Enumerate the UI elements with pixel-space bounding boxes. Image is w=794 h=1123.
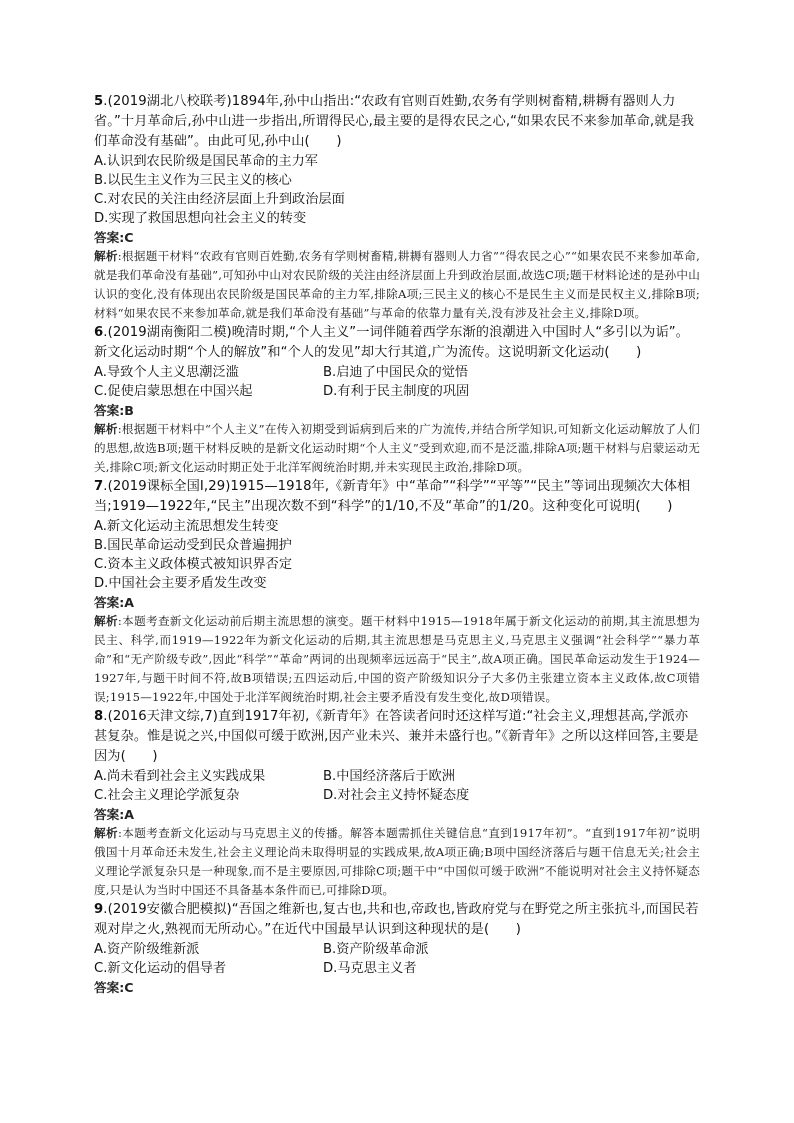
answer: 答案:A [94,595,134,610]
question-stem [94,477,700,517]
question-number: 7 [94,479,104,494]
explanation [94,247,700,323]
option-b: B.中国经济落后于欧洲 [323,769,455,784]
option-b: B.启迪了中国民众的觉悟 [323,365,469,380]
question-5 [94,92,700,323]
answer: 答案:C [94,230,134,245]
explanation [94,420,700,477]
option-a: A.认识到农民阶级是国民革命的主力军 [94,154,318,169]
question-number: 9 [94,902,104,917]
option-row [94,363,700,382]
option-row [94,940,700,959]
option-a: A.新文化运动主流思想发生转变 [94,519,279,534]
option-a: A.导致个人主义思潮泛滥 [94,365,239,380]
question-text: .(2016天津文综,7)直到1917年初,《新青年》在答读者问时还这样写道:“社会主义,理想甚高,学派亦甚复杂。惟是说之兴,中国似可缓于欧洲,因产业未兴、兼并未盛行也。”《新青年》之所以这样回答,主要是因为( ) [94,709,699,764]
option-d: D.中国社会主要矛盾发生改变 [94,576,267,591]
question-number: 5 [94,94,104,109]
explanation-text: :根据题干材料中“个人主义”在传入初期受到诟病到后来的广为流传,并结合所学知识,可知新文化运动解放了人们的思想,故选B项;题干材料反映的是新文化运动时期“个人主义”受到欢迎,而不是泛滥,排除A项;题干材料与启蒙运动无关,排除C项;新文化运动时期正处于北洋军阀统治时期,并未实现民主政治,排除D项。 [94,422,700,474]
question-text: .(2019湖南衡阳二模)晚清时期,“个人主义”一词伴随着西学东渐的浪潮进入中国时人“多引以为诟”。新文化运动时期“个人的解放”和“个人的发见”却大行其道,广为流传。这说明新文化运动( ) [94,325,689,360]
question-text: .(2019安徽合肥模拟)“吾国之维新也,复古也,共和也,帝政也,皆政府党与在野党之所主张抗斗,而国民若观对岸之火,熟视而无所动心。”在近代中国最早认识到这种现状的是( ) [94,902,699,937]
question-9 [94,900,700,997]
explanation [94,612,700,707]
option-a: A.资产阶级维新派 [94,942,200,957]
option-row [94,786,700,805]
explanation-text: :根据题干材料“农政有官则百姓勤,农务有学则树畜精,耕耨有器则人力省”“得农民之心”“如果农民不来参加革命,就是我们革命没有基础”,可知孙中山对农民阶级的关注由经济层面上升到政治层面,故选C项;题干材料论述的是孙中山认识的变化,没有体现出农民阶级是国民革命的主力军,排除A项;三民主义的核心不是民生主义而是民权主义,排除B项;材料“如果农民不来参加革命,就是我们革命没有基础”与革命的依靠力量有关,没有涉及社会主义,排除D项。 [94,249,700,320]
option-a: A.尚未看到社会主义实践成果 [94,769,266,784]
explanation-tag: 解析 [94,826,118,840]
option-d: D.实现了救国思想向社会主义的转变 [94,211,307,226]
question-7 [94,477,700,707]
explanation-text: :本题考查新文化运动与马克思主义的传播。解答本题需抓住关键信息“直到1917年初”。“直到1917年初”说明俄国十月革命还未发生,社会主义理论尚未取得明显的实践成果,故A项正确;B项中国经济落后与题干信息无关;社会主义理论学派复杂只是一种现象,而不是主要原因,可排除C项;题干中“中国似可缓于欧洲”不能说明对社会主义持怀疑态度,只是认为当时中国还不具备基本条件而已,可排除D项。 [94,826,700,897]
question-text: .(2019湖北八校联考)1894年,孙中山指出:“农政有官则百姓勤,农务有学则树畜精,耕耨有器则人力省。”十月革命后,孙中山进一步指出,所谓得民心,最主要的是得农民之心,“如果农民不来参加革命,就是我们革命没有基础”。由此可见,孙中山( ) [94,94,695,149]
answer: 答案:B [94,403,134,418]
option-c: C.促使启蒙思想在中国兴起 [94,384,253,399]
question-6 [94,323,700,477]
question-stem [94,92,700,152]
option-row [94,767,700,786]
question-8 [94,707,700,900]
option-row [94,382,700,401]
question-stem [94,707,700,767]
option-b: B.资产阶级革命派 [323,942,429,957]
question-text: .(2019课标全国Ⅰ,29)1915—1918年,《新青年》中“革命”“科学”“平等”“民主”等词出现频次大体相当;1919—1922年,“民主”出现次数不到“科学”的1/10,不及“革命”的1/20。这种变化可说明( ) [94,479,691,514]
option-b: B.国民革命运动受到民众普遍拥护 [94,538,292,553]
option-c: C.资本主义政体模式被知识界否定 [94,557,293,572]
question-number: 6 [94,325,104,340]
option-d: D.对社会主义持怀疑态度 [323,788,470,803]
question-stem [94,323,700,363]
explanation-tag: 解析 [94,422,118,436]
answer: 答案:C [94,980,134,995]
explanation-tag: 解析 [94,249,118,263]
option-d: D.有利于民主制度的巩固 [323,384,470,399]
option-c: C.新文化运动的倡导者 [94,961,227,976]
explanation [94,824,700,900]
document-page [94,92,700,997]
option-c: C.对农民的关注由经济层面上升到政治层面 [94,192,345,207]
question-number: 8 [94,709,104,724]
explanation-tag: 解析 [94,614,118,628]
option-d: D.马克思主义者 [323,961,417,976]
option-row [94,959,700,978]
option-c: C.社会主义理论学派复杂 [94,788,240,803]
question-stem [94,900,700,940]
explanation-text: :本题考查新文化运动前后期主流思想的演变。题干材料中1915—1918年属于新文化运动的前期,其主流思想为民主、科学,而1919—1922年为新文化运动的后期,其主流思想是马克思主义,马克思主义强调“社会科学”“暴力革命”和“无产阶级专政”,因此“科学”“革命”两词的出现频率远远高于“民主”,故A项正确。国民革命运动发生于1924—1927年,与题干时间不符,故B项错误;五四运动后,中国的资产阶级知识分子大多仍主张建立资本主义政体,故C项错误;1915—1922年,中国处于北洋军阀统治时期,社会主要矛盾没有发生变化,故D项错误。 [94,614,700,704]
option-b: B.以民生主义作为三民主义的核心 [94,173,292,188]
answer: 答案:A [94,807,134,822]
